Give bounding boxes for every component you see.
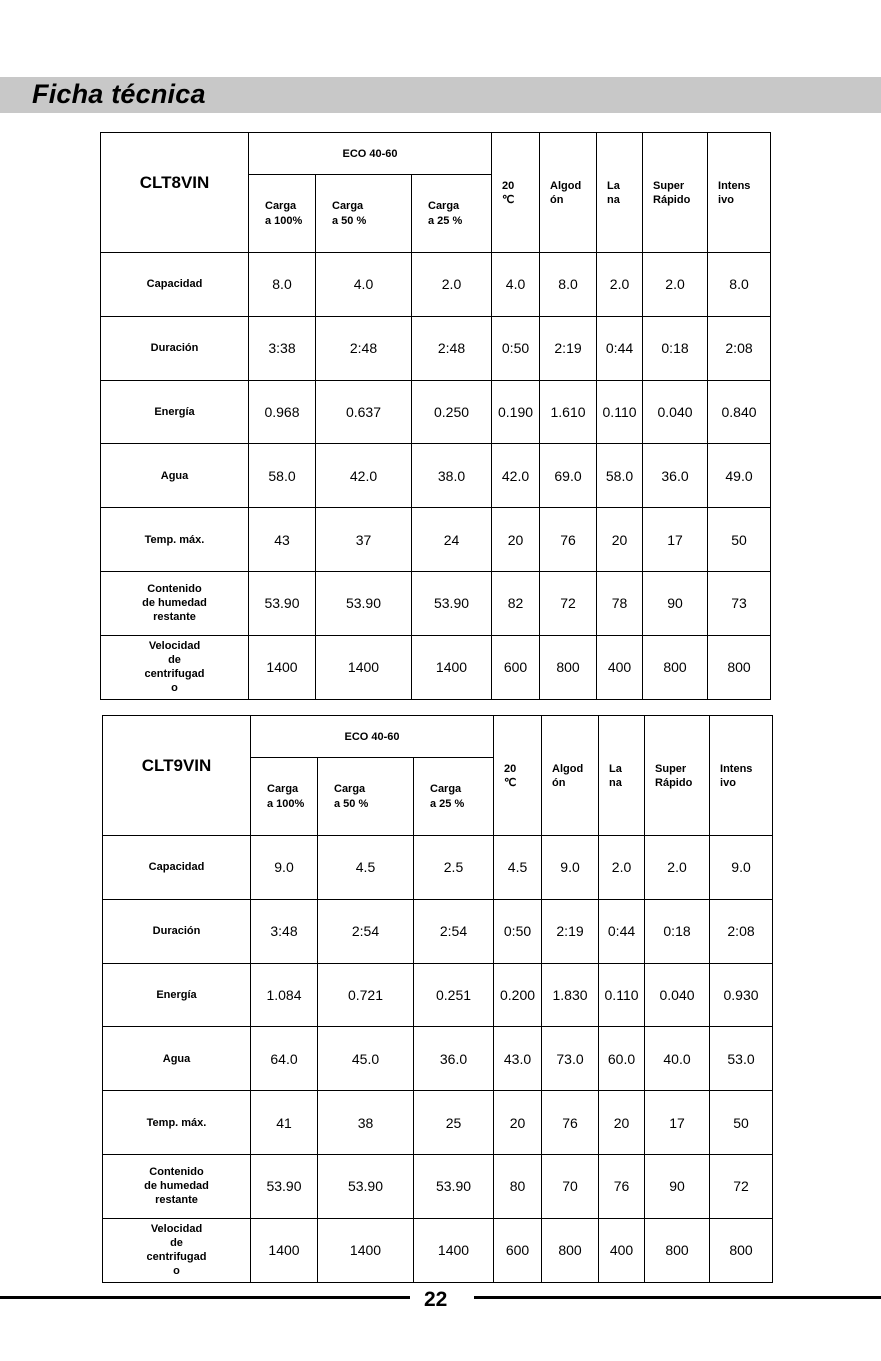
- table-cell: 1.084: [251, 963, 318, 1027]
- row-label: Energía: [103, 963, 251, 1027]
- table-cell: 73: [708, 571, 771, 635]
- table-cell: 1400: [316, 635, 412, 699]
- table-cell: 8.0: [249, 253, 316, 317]
- table-cell: 1.830: [542, 963, 599, 1027]
- table-cell: 2:54: [318, 899, 414, 963]
- table-cell: 2:08: [708, 316, 771, 380]
- table-cell: 9.0: [710, 836, 773, 900]
- table-cell: 2.0: [597, 253, 643, 317]
- row-label: Capacidad: [103, 836, 251, 900]
- table-row: [101, 380, 771, 444]
- table-row: [101, 253, 771, 317]
- table-cell: 78: [597, 571, 643, 635]
- table-cell: 53.90: [249, 571, 316, 635]
- table-cell: 800: [643, 635, 708, 699]
- table-cell: 800: [542, 1218, 599, 1282]
- table-row: [103, 836, 773, 900]
- table-row: [101, 508, 771, 572]
- table-cell: 70: [542, 1154, 599, 1218]
- table-cell: 9.0: [251, 836, 318, 900]
- table-cell: 72: [710, 1154, 773, 1218]
- program-header: Algod ón: [540, 133, 597, 253]
- table-cell: 2:54: [414, 899, 494, 963]
- table-row: [103, 1218, 773, 1282]
- table-cell: 1400: [414, 1218, 494, 1282]
- row-label: Contenido de humedad restante: [101, 571, 249, 635]
- table-cell: 2.5: [414, 836, 494, 900]
- table-cell: 2.0: [645, 836, 710, 900]
- table-cell: 90: [643, 571, 708, 635]
- table-cell: 25: [414, 1091, 494, 1155]
- table-cell: 20: [597, 508, 643, 572]
- table-cell: 400: [597, 635, 643, 699]
- table-cell: 8.0: [708, 253, 771, 317]
- table-cell: 600: [492, 635, 540, 699]
- program-header: Super Rápido: [643, 133, 708, 253]
- table-cell: 800: [708, 635, 771, 699]
- table-cell: 20: [599, 1091, 645, 1155]
- table-row: [101, 316, 771, 380]
- table-cell: 76: [542, 1091, 599, 1155]
- row-label: Agua: [101, 444, 249, 508]
- table-cell: 0:50: [492, 316, 540, 380]
- spec-table-1: [102, 715, 773, 1283]
- table-cell: 0.840: [708, 380, 771, 444]
- table-cell: 20: [494, 1091, 542, 1155]
- table-cell: 24: [412, 508, 492, 572]
- table-cell: 8.0: [540, 253, 597, 317]
- table-cell: 2.0: [643, 253, 708, 317]
- table-cell: 42.0: [492, 444, 540, 508]
- eco-load-header: Carga a 100%: [251, 758, 318, 836]
- program-header: 20 ℃: [492, 133, 540, 253]
- table-cell: 3:48: [251, 899, 318, 963]
- table-cell: 0.110: [597, 380, 643, 444]
- program-header: La na: [599, 716, 645, 836]
- table-cell: 0.040: [643, 380, 708, 444]
- table-cell: 4.0: [316, 253, 412, 317]
- table-cell: 0:50: [494, 899, 542, 963]
- table-cell: 1400: [318, 1218, 414, 1282]
- table-cell: 1.610: [540, 380, 597, 444]
- table-cell: 2:08: [710, 899, 773, 963]
- table-row: [101, 444, 771, 508]
- table-cell: 37: [316, 508, 412, 572]
- eco-load-header: Carga a 25 %: [412, 175, 492, 253]
- table-row: [103, 1091, 773, 1155]
- table-cell: 0:44: [597, 316, 643, 380]
- table-cell: 2.0: [412, 253, 492, 317]
- spec-table-0: [100, 132, 771, 700]
- table-row: [101, 571, 771, 635]
- table-cell: 80: [494, 1154, 542, 1218]
- eco-header: ECO 40-60: [251, 716, 494, 758]
- table-cell: 4.5: [494, 836, 542, 900]
- row-label: Duración: [103, 899, 251, 963]
- page-number: 22: [424, 1288, 448, 1311]
- table-cell: 41: [251, 1091, 318, 1155]
- table-cell: 800: [710, 1218, 773, 1282]
- program-header: Super Rápido: [645, 716, 710, 836]
- table-cell: 800: [540, 635, 597, 699]
- table-cell: 4.5: [318, 836, 414, 900]
- table-cell: 72: [540, 571, 597, 635]
- table-cell: 0:18: [645, 899, 710, 963]
- row-label: Energía: [101, 380, 249, 444]
- page-title: Ficha técnica: [32, 79, 206, 109]
- table-cell: 50: [708, 508, 771, 572]
- row-label: Agua: [103, 1027, 251, 1091]
- table-cell: 38.0: [412, 444, 492, 508]
- table-cell: 58.0: [249, 444, 316, 508]
- table-cell: 400: [599, 1218, 645, 1282]
- table-row: [103, 899, 773, 963]
- table-cell: 53.90: [251, 1154, 318, 1218]
- table-cell: 43.0: [494, 1027, 542, 1091]
- table-cell: 36.0: [414, 1027, 494, 1091]
- table-cell: 69.0: [540, 444, 597, 508]
- table-cell: 0.250: [412, 380, 492, 444]
- table-cell: 0:44: [599, 899, 645, 963]
- table-cell: 600: [494, 1218, 542, 1282]
- program-header: Intens ivo: [710, 716, 773, 836]
- eco-load-header: Carga a 100%: [249, 175, 316, 253]
- table-cell: 0.110: [599, 963, 645, 1027]
- table-cell: 0.190: [492, 380, 540, 444]
- table-row: [101, 635, 771, 699]
- table-cell: 40.0: [645, 1027, 710, 1091]
- table-cell: 50: [710, 1091, 773, 1155]
- model-name: CLT8VIN: [101, 133, 249, 253]
- table-cell: 1400: [412, 635, 492, 699]
- row-label: Capacidad: [101, 253, 249, 317]
- table-cell: 53.90: [318, 1154, 414, 1218]
- program-header: La na: [597, 133, 643, 253]
- table-cell: 2:48: [412, 316, 492, 380]
- table-cell: 20: [492, 508, 540, 572]
- table-row: [103, 1027, 773, 1091]
- row-label: Velocidad de centrifugad o: [103, 1218, 251, 1282]
- table-cell: 0.930: [710, 963, 773, 1027]
- table-cell: 73.0: [542, 1027, 599, 1091]
- table-row: [103, 963, 773, 1027]
- table-cell: 53.90: [412, 571, 492, 635]
- table-cell: 0.040: [645, 963, 710, 1027]
- table-cell: 90: [645, 1154, 710, 1218]
- eco-load-header: Carga a 50 %: [318, 758, 414, 836]
- table-cell: 2.0: [599, 836, 645, 900]
- table-cell: 45.0: [318, 1027, 414, 1091]
- table-cell: 17: [645, 1091, 710, 1155]
- footer-rule-left: [0, 1296, 410, 1299]
- table-cell: 0:18: [643, 316, 708, 380]
- table-cell: 3:38: [249, 316, 316, 380]
- table-cell: 53.0: [710, 1027, 773, 1091]
- table-cell: 58.0: [597, 444, 643, 508]
- table-cell: 0.721: [318, 963, 414, 1027]
- table-row: [103, 1154, 773, 1218]
- table-cell: 38: [318, 1091, 414, 1155]
- program-header: Intens ivo: [708, 133, 771, 253]
- row-label: Temp. máx.: [101, 508, 249, 572]
- table-cell: 76: [540, 508, 597, 572]
- table-cell: 2:19: [542, 899, 599, 963]
- table-cell: 17: [643, 508, 708, 572]
- table-cell: 53.90: [414, 1154, 494, 1218]
- program-header: 20 ℃: [494, 716, 542, 836]
- eco-load-header: Carga a 25 %: [414, 758, 494, 836]
- table-cell: 42.0: [316, 444, 412, 508]
- table-cell: 76: [599, 1154, 645, 1218]
- table-cell: 2:48: [316, 316, 412, 380]
- table-cell: 60.0: [599, 1027, 645, 1091]
- program-header: Algod ón: [542, 716, 599, 836]
- table-cell: 1400: [251, 1218, 318, 1282]
- table-cell: 64.0: [251, 1027, 318, 1091]
- model-name: CLT9VIN: [103, 716, 251, 836]
- table-cell: 1400: [249, 635, 316, 699]
- table-cell: 43: [249, 508, 316, 572]
- table-cell: 0.200: [494, 963, 542, 1027]
- table-cell: 800: [645, 1218, 710, 1282]
- eco-header: ECO 40-60: [249, 133, 492, 175]
- table-cell: 4.0: [492, 253, 540, 317]
- table-cell: 2:19: [540, 316, 597, 380]
- row-label: Duración: [101, 316, 249, 380]
- row-label: Temp. máx.: [103, 1091, 251, 1155]
- table-cell: 36.0: [643, 444, 708, 508]
- table-cell: 82: [492, 571, 540, 635]
- footer-rule-right: [474, 1296, 881, 1299]
- table-cell: 0.637: [316, 380, 412, 444]
- eco-load-header: Carga a 50 %: [316, 175, 412, 253]
- table-cell: 49.0: [708, 444, 771, 508]
- row-label: Contenido de humedad restante: [103, 1154, 251, 1218]
- table-cell: 0.251: [414, 963, 494, 1027]
- table-cell: 0.968: [249, 380, 316, 444]
- table-cell: 53.90: [316, 571, 412, 635]
- table-cell: 9.0: [542, 836, 599, 900]
- row-label: Velocidad de centrifugad o: [101, 635, 249, 699]
